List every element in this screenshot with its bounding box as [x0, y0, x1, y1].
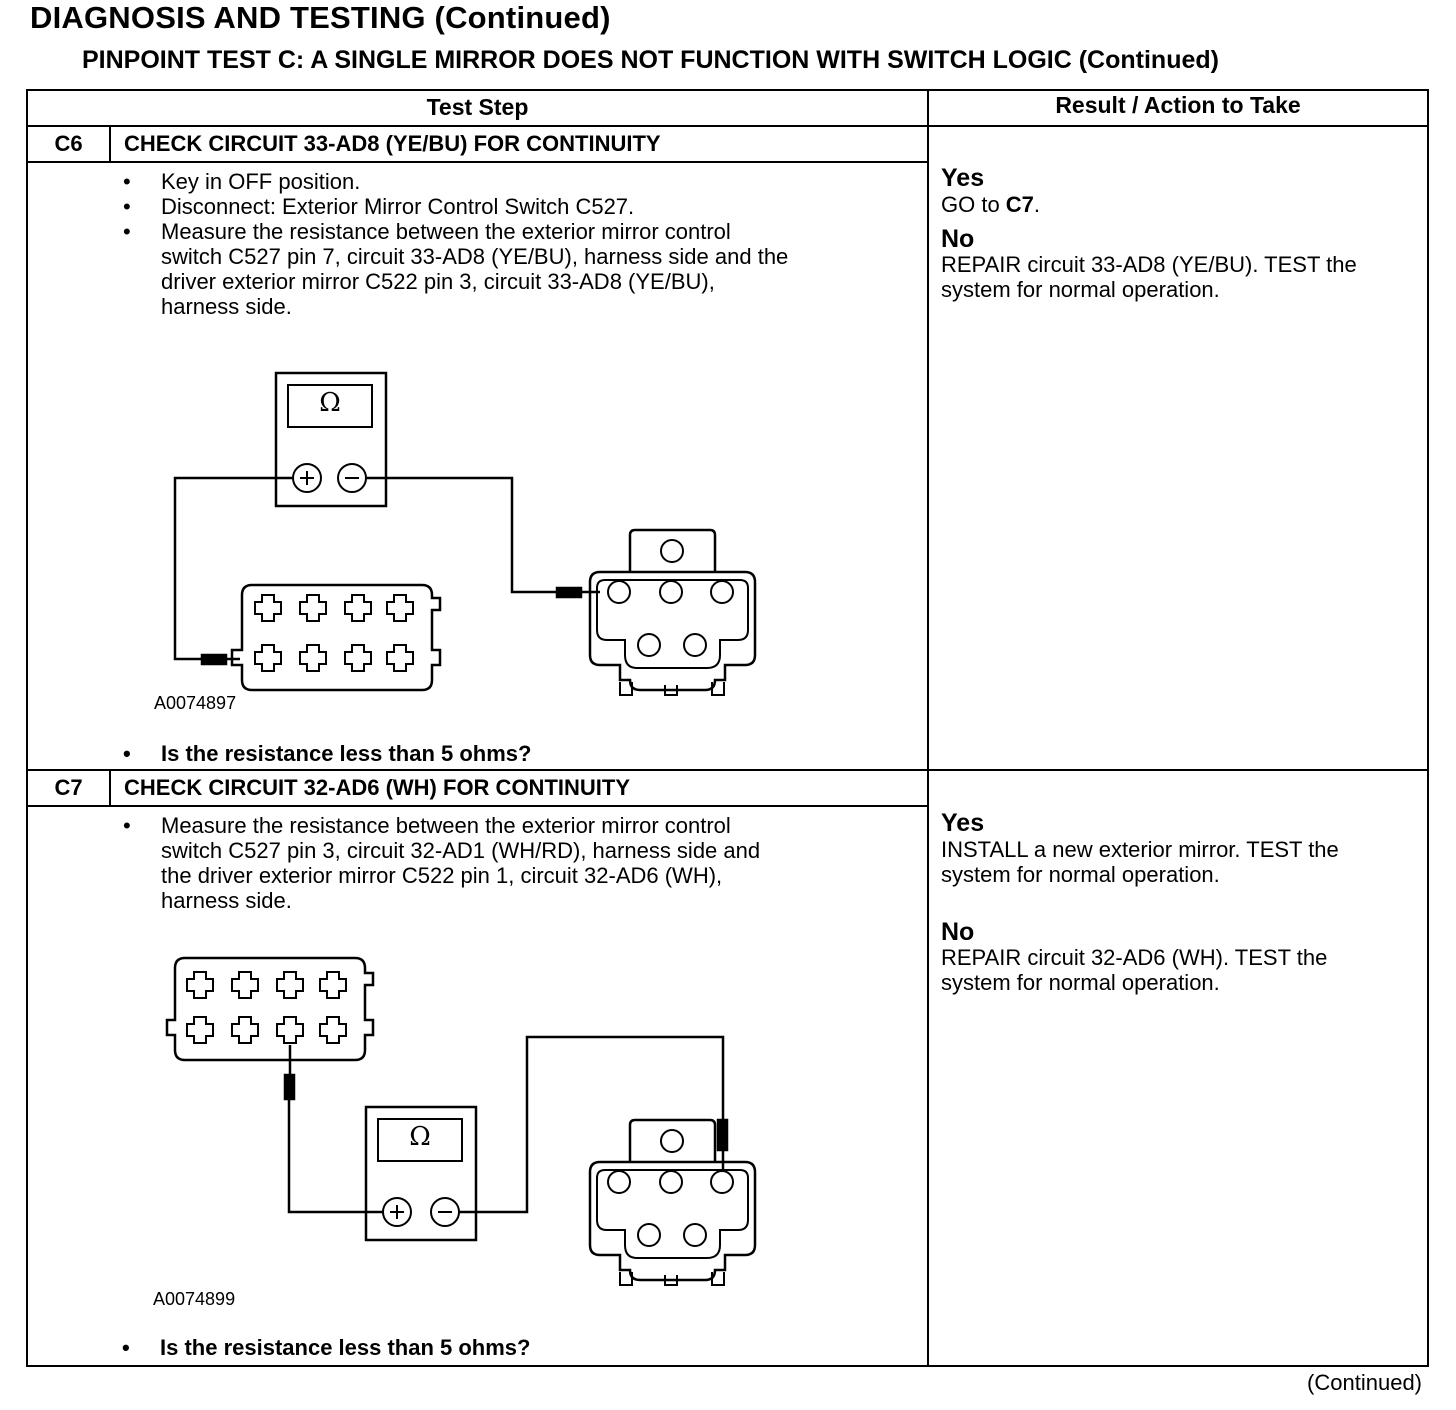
bullet-text-line: switch C527 pin 7, circuit 33-AD8 (YE/BU), harness side and the — [161, 244, 789, 269]
result-yes-label-c7: Yes — [941, 809, 985, 837]
yes-text-prefix: GO to — [941, 192, 1006, 217]
step-title-c7: CHECK CIRCUIT 32-AD6 (WH) FOR CONTINUITY — [124, 775, 630, 800]
bullet-glyph: • — [123, 741, 131, 766]
bullet-glyph: • — [123, 194, 131, 219]
bullet-glyph: • — [123, 813, 131, 838]
step-id-c6: C6 — [54, 131, 83, 156]
bullet-text: Key in OFF position. — [161, 169, 361, 194]
figure-id-c6: A0074897 — [154, 693, 237, 713]
goto-step-link: C7 — [1005, 192, 1034, 217]
bullet-item — [123, 194, 913, 219]
bullet-text: Disconnect: Exterior Mirror Control Switch C527. — [161, 194, 635, 219]
result-no-line: REPAIR circuit 33-AD8 (YE/BU). TEST the — [941, 252, 1357, 277]
question-text: Is the resistance less than 5 ohms? — [160, 1335, 531, 1360]
bullet-text-line: harness side. — [161, 294, 292, 319]
column-header-test-step: Test Step — [426, 94, 529, 120]
bullet-glyph: • — [122, 1335, 130, 1360]
result-yes-line: INSTALL a new exterior mirror. TEST the — [941, 837, 1339, 862]
pinpoint-test-title: PINPOINT TEST C: A SINGLE MIRROR DOES NOT FUNCTION WITH SWITCH LOGIC (Continued) — [82, 46, 1219, 74]
switch-connector-c527 — [232, 585, 440, 690]
bullet-text-line: Measure the resistance between the exterior mirror control — [161, 219, 731, 244]
result-no-line: REPAIR circuit 32-AD6 (WH). TEST the — [941, 945, 1328, 970]
figure-c6-diagram — [175, 373, 755, 695]
ohm-symbol-2: Ω — [409, 1122, 431, 1152]
ohm-symbol-1: Ω — [319, 388, 341, 418]
result-yes-label-c6: Yes — [941, 164, 985, 192]
result-no-line: system for normal operation. — [941, 970, 1220, 995]
result-yes-line: system for normal operation. — [941, 862, 1220, 887]
mirror-connector-c522-2 — [590, 1120, 755, 1285]
result-no-line: system for normal operation. — [941, 277, 1220, 302]
question-c7 — [122, 1335, 912, 1361]
bullet-item — [123, 219, 913, 319]
column-header-result: Result / Action to Take — [1055, 92, 1301, 118]
question-text: Is the resistance less than 5 ohms? — [161, 741, 532, 766]
bullet-item — [123, 813, 913, 913]
switch-connector-c527-2 — [167, 958, 373, 1060]
bullet-glyph: • — [123, 169, 131, 194]
result-no-label-c7: No — [941, 918, 975, 946]
mirror-connector-c522 — [590, 530, 755, 695]
bullet-text-line: harness side. — [161, 888, 292, 913]
question-c6 — [123, 741, 913, 767]
result-yes-text-c6 — [941, 192, 1040, 217]
bullet-text-line: driver exterior mirror C522 pin 3, circuit 33-AD8 (YE/BU), — [161, 269, 715, 294]
page-title: DIAGNOSIS AND TESTING (Continued) — [30, 0, 611, 35]
continued-label: (Continued) — [1307, 1370, 1422, 1395]
result-no-label-c6: No — [941, 225, 975, 253]
yes-text-suffix: . — [1033, 192, 1041, 217]
step-title-c6: CHECK CIRCUIT 33-AD8 (YE/BU) FOR CONTINUITY — [124, 131, 661, 156]
bullet-item — [123, 169, 913, 194]
bullet-text-line: the driver exterior mirror C522 pin 1, circuit 32-AD6 (WH), — [161, 863, 723, 888]
bullet-text-line: switch C527 pin 3, circuit 32-AD1 (WH/RD), harness side and — [161, 838, 761, 863]
step-id-c7: C7 — [54, 775, 83, 800]
figure-id-c7: A0074899 — [153, 1289, 236, 1309]
bullet-text-line: Measure the resistance between the exterior mirror control — [161, 813, 731, 838]
bullet-glyph: • — [123, 219, 131, 244]
